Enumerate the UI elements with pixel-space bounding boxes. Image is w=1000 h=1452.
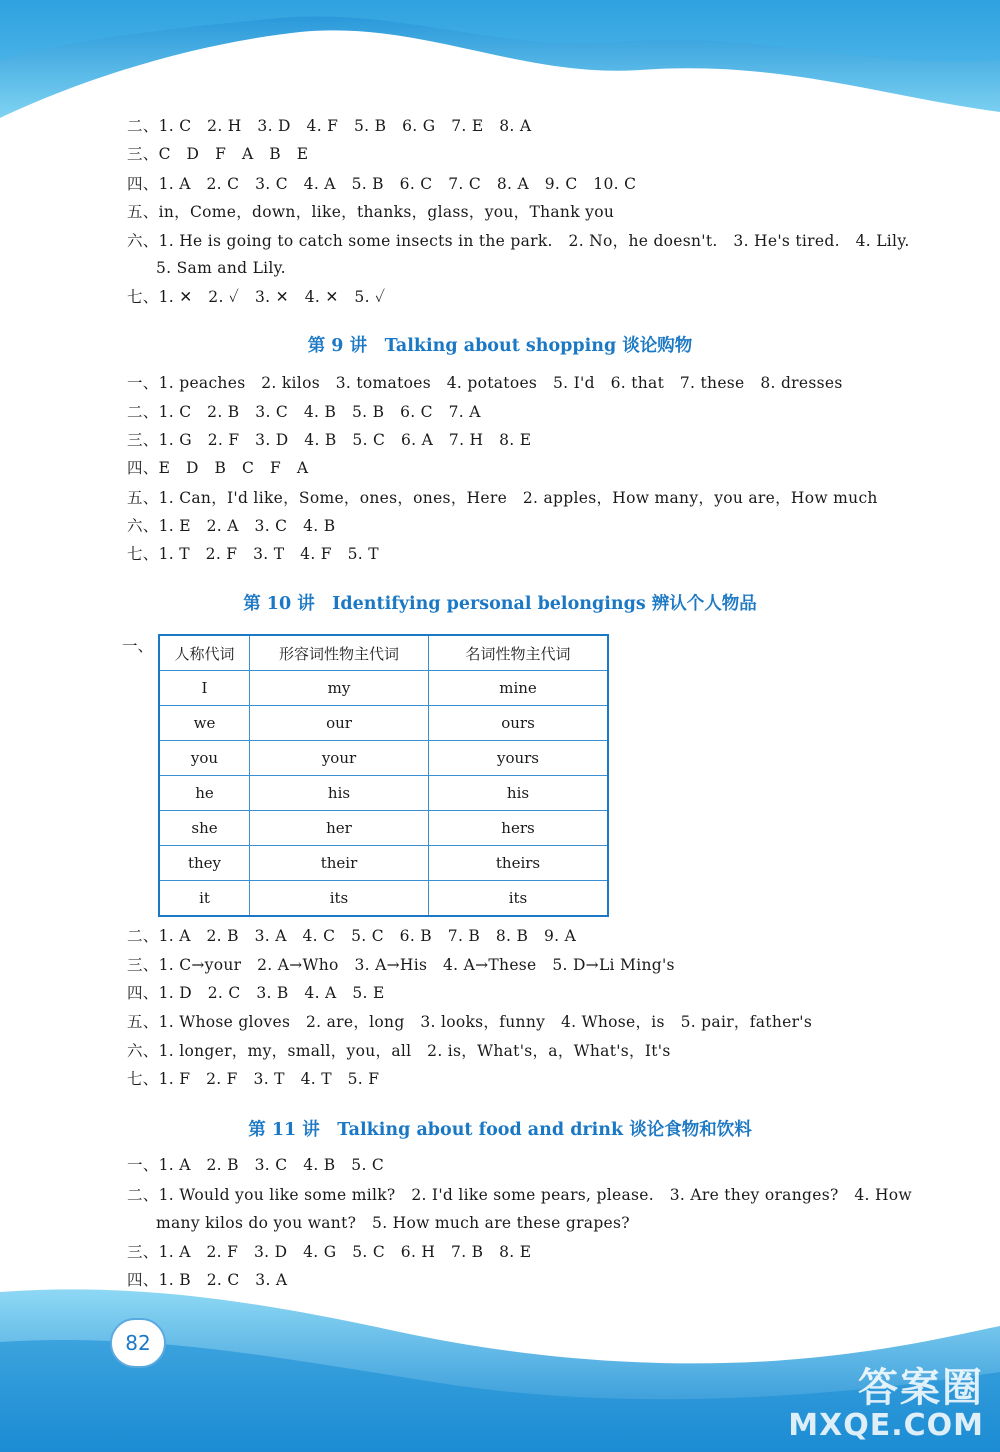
- watermark-logo: 答案圈: [858, 1365, 984, 1411]
- section-title-lesson-9: 第 9 讲 Talking about shopping 谈论购物: [307, 336, 693, 356]
- table-cell: she: [159, 811, 250, 846]
- table-row: [159, 706, 608, 741]
- answer-line: 三、1. G 2. F 3. D 4. B 5. C 6. A 7. H 8. E: [127, 431, 532, 449]
- answer-line: 五、1. Whose gloves 2. are，long 3. looks，funny 4. Whose，is 5. pair，father's: [127, 1013, 813, 1031]
- section-title-lesson-11: 第 11 讲 Talking about food and drink 谈论食物和饮料: [248, 1120, 752, 1140]
- answer-line: 六、1. He is going to catch some insects in the park. 2. No，he doesn't. 3. He's tired. 4. Lily.: [127, 232, 910, 250]
- table-cell: they: [159, 846, 250, 881]
- table-cell: mine: [429, 671, 609, 706]
- table-question-number: 一、: [122, 637, 154, 655]
- answer-line: 一、1. peaches 2. kilos 3. tomatoes 4. potatoes 5. I'd 6. that 7. these 8. dresses: [127, 374, 843, 392]
- table-row: [159, 671, 608, 706]
- answer-line: 二、1. Would you like some milk? 2. I'd like some pears, please. 3. Are they oranges? 4. How: [127, 1186, 913, 1204]
- table-row: [159, 811, 608, 846]
- table-header-noun-possessive: 名词性物主代词: [429, 635, 609, 671]
- table-cell: we: [159, 706, 250, 741]
- watermark-site: MXQE.COM: [788, 1408, 984, 1443]
- table-cell: his: [429, 776, 609, 811]
- answer-line: 五、1. Can，I'd like，Some，ones，ones，Here 2. apples，How many，you are，How much: [127, 489, 878, 507]
- answer-line: 5. Sam and Lily.: [156, 259, 286, 277]
- table-cell: it: [159, 881, 250, 917]
- answer-line: many kilos do you want? 5. How much are these grapes?: [156, 1214, 630, 1232]
- table-header-personal-pronoun: 人称代词: [159, 635, 250, 671]
- table-cell: hers: [429, 811, 609, 846]
- answer-line: 三、1. A 2. F 3. D 4. G 5. C 6. H 7. B 8. E: [127, 1243, 532, 1261]
- table-cell: ours: [429, 706, 609, 741]
- table-header-adjective-possessive: 形容词性物主代词: [250, 635, 429, 671]
- answer-line: 四、1. A 2. C 3. C 4. A 5. B 6. C 7. C 8. A 9. C 10. C: [127, 175, 637, 193]
- page-number: 82: [110, 1318, 166, 1368]
- table-cell: its: [250, 881, 429, 917]
- table-row: [159, 846, 608, 881]
- table-cell: he: [159, 776, 250, 811]
- answer-line: 三、1. C→your 2. A→Who 3. A→His 4. A→These 5. D→Li Ming's: [127, 956, 675, 974]
- table-cell: my: [250, 671, 429, 706]
- section-title-lesson-10: 第 10 讲 Identifying personal belongings 辨认个人物品: [243, 594, 757, 614]
- pronoun-table: [158, 634, 609, 917]
- table-cell: I: [159, 671, 250, 706]
- table-cell: our: [250, 706, 429, 741]
- answer-line: 四、E D B C F A: [127, 459, 309, 477]
- table-header-row: [159, 635, 608, 671]
- table-cell: his: [250, 776, 429, 811]
- table-cell: their: [250, 846, 429, 881]
- answer-line: 七、1. T 2. F 3. T 4. F 5. T: [127, 545, 379, 563]
- answer-line: 二、1. C 2. B 3. C 4. B 5. B 6. C 7. A: [127, 403, 481, 421]
- answer-line: 四、1. B 2. C 3. A: [127, 1271, 288, 1289]
- table-cell: theirs: [429, 846, 609, 881]
- table-row: [159, 881, 608, 917]
- table-cell: her: [250, 811, 429, 846]
- table-cell: you: [159, 741, 250, 776]
- answer-line: 七、1. ✕ 2. ✓ 3. ✕ 4. ✕ 5. ✓: [127, 288, 386, 306]
- answer-line: 六、1. longer，my，small，you，all 2. is，What's，a，What's，It's: [127, 1042, 671, 1060]
- table-cell: your: [250, 741, 429, 776]
- answer-line: 六、1. E 2. A 3. C 4. B: [127, 517, 336, 535]
- table-cell: yours: [429, 741, 609, 776]
- watermark: [788, 1366, 984, 1442]
- answer-line: 五、in，Come，down，like，thanks，glass，you，Thank you: [127, 203, 615, 221]
- table-row: [159, 776, 608, 811]
- table-row: [159, 741, 608, 776]
- answer-line: 二、1. A 2. B 3. A 4. C 5. C 6. B 7. B 8. B 9. A: [127, 927, 577, 945]
- answer-line: 七、1. F 2. F 3. T 4. T 5. F: [127, 1070, 380, 1088]
- answer-line: 一、1. A 2. B 3. C 4. B 5. C: [127, 1156, 385, 1174]
- table-cell: its: [429, 881, 609, 917]
- answer-line: 三、C D F A B E: [127, 145, 309, 163]
- answer-line: 四、1. D 2. C 3. B 4. A 5. E: [127, 984, 385, 1002]
- answer-line: 二、1. C 2. H 3. D 4. F 5. B 6. G 7. E 8. A: [127, 117, 532, 135]
